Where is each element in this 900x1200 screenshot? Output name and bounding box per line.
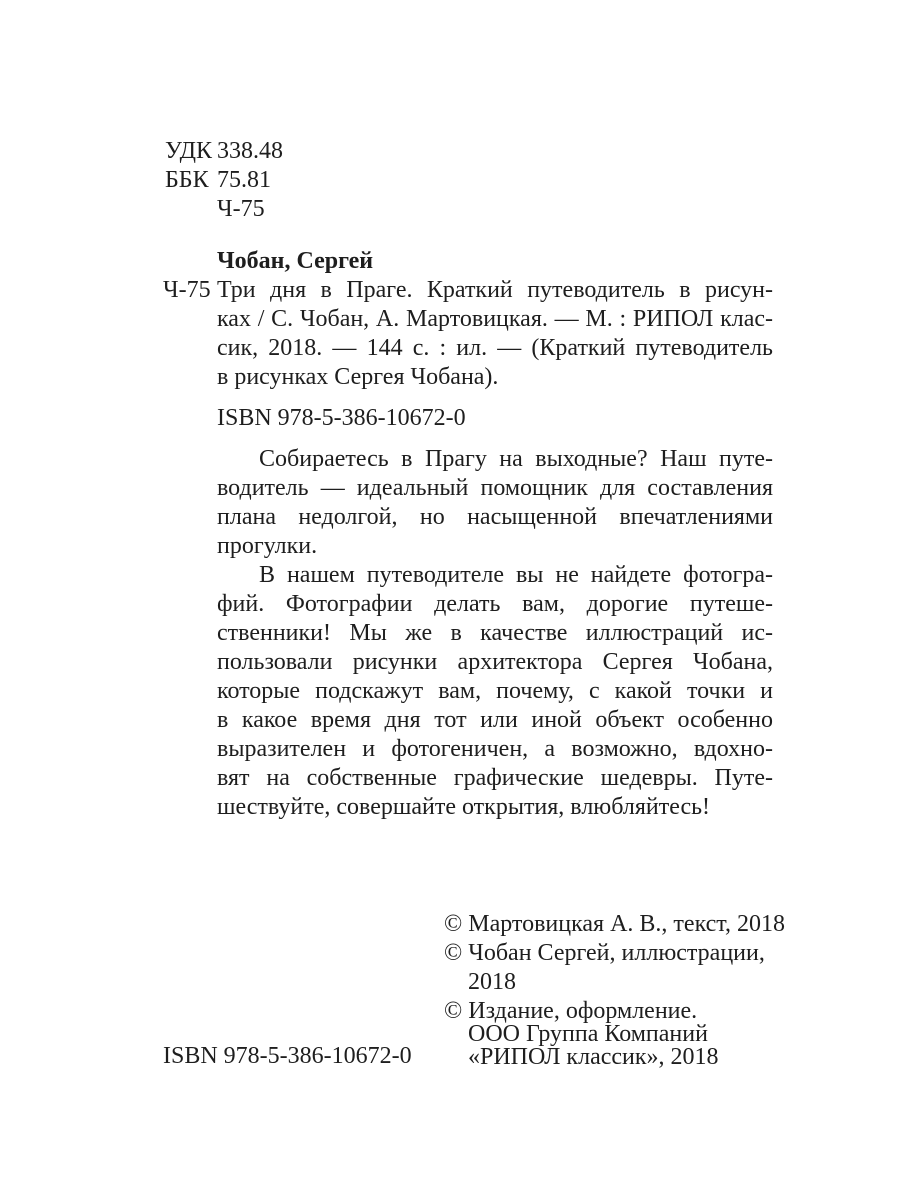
annotation-line: вят на собственные графические шедевры. Путе- — [217, 765, 773, 791]
entry-author-mark: Ч-75 — [163, 277, 211, 303]
annotation-line: В нашем путеводителе вы не найдете фотогра- — [259, 562, 773, 588]
copyright-line: © Чобан Сергей, иллюстрации, — [444, 940, 765, 966]
description-line: Три дня в Праге. Краткий путеводитель в рисун- — [217, 277, 773, 303]
copyright-line: © Мартовицкая А. В., текст, 2018 — [444, 911, 785, 937]
copyright-line: ООО Группа Компаний — [468, 1021, 708, 1047]
copyright-line: © Издание, оформление. — [444, 998, 698, 1024]
annotation-line: Собираетесь в Прагу на выходные? Наш путе- — [259, 446, 773, 472]
annotation-line: ственники! Мы же в качестве иллюстраций ис- — [217, 620, 773, 646]
author-mark: Ч-75 — [217, 196, 265, 222]
footer-isbn: ISBN 978-5-386-10672-0 — [163, 1043, 412, 1069]
udk-label: УДК — [165, 138, 212, 164]
annotation-line: прогулки. — [217, 533, 318, 559]
copyright-line: «РИПОЛ классик», 2018 — [468, 1044, 719, 1070]
entry-isbn: ISBN 978-5-386-10672-0 — [217, 405, 466, 431]
annotation-line: плана недолгой, но насыщенной впечатлениями — [217, 504, 773, 530]
bbk-value: 75.81 — [217, 167, 271, 193]
annotation-line: водитель — идеальный помощник для составления — [217, 475, 773, 501]
annotation-line: в какое время дня тот или иной объект особенно — [217, 707, 773, 733]
annotation-line: фий. Фотографии делать вам, дорогие путеше- — [217, 591, 773, 617]
annotation-line: шествуйте, совершайте открытия, влюбляйтесь! — [217, 794, 711, 820]
annotation-line: пользовали рисунки архитектора Сергея Чобана, — [217, 649, 773, 675]
description-line: сик, 2018. — 144 с. : ил. — (Краткий путеводитель — [217, 335, 773, 361]
description-line: ках / С. Чобан, А. Мартовицкая. — М. : РИПОЛ клас- — [217, 306, 773, 332]
bbk-label: ББК — [165, 167, 209, 193]
annotation-line: которые подскажут вам, почему, с какой точки и — [217, 678, 773, 704]
annotation-line: выразителен и фотогеничен, а возможно, вдохно- — [217, 736, 773, 762]
author-name: Чобан, Сергей — [217, 248, 374, 274]
description-line: в рисунках Сергея Чобана). — [217, 364, 499, 390]
udk-value: 338.48 — [217, 138, 283, 164]
copyright-line: 2018 — [468, 969, 516, 995]
